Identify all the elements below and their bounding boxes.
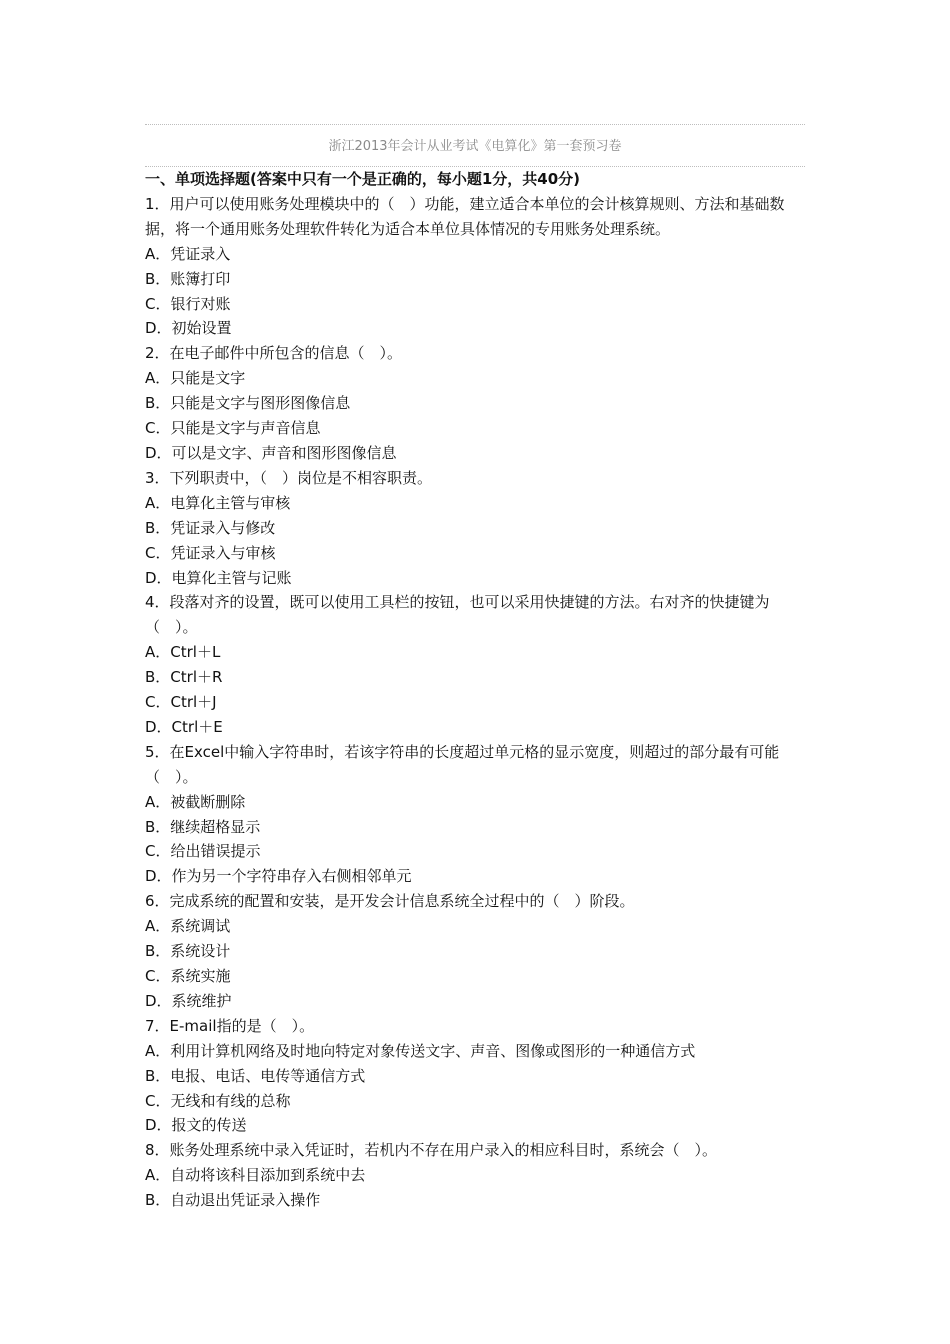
- option-c: C．无线和有线的总称: [145, 1091, 291, 1110]
- option-b: B．只能是文字与图形图像信息: [145, 394, 351, 413]
- option-d: D．系统维护: [145, 991, 232, 1010]
- option-a: A．自动将该科目添加到系统中去: [145, 1166, 366, 1185]
- option-a: A．电算化主管与审核: [145, 493, 291, 512]
- option-a: A．只能是文字: [145, 369, 246, 388]
- option-a: A．利用计算机网络及时地向特定对象传送文字、声音、图像或图形的一种通信方式: [145, 1041, 696, 1060]
- question-stem: 8．账务处理系统中录入凭证时，若机内不存在用户录入的相应科目时，系统会（ ）。: [145, 1141, 718, 1160]
- option-d: D．作为另一个字符串存入右侧相邻单元: [145, 867, 412, 886]
- header-top-rule: [145, 124, 805, 125]
- option-b: B．Ctrl＋R: [145, 668, 223, 687]
- option-b: B．凭证录入与修改: [145, 518, 276, 537]
- option-d: D．报文的传送: [145, 1116, 247, 1135]
- question-7: [145, 1014, 807, 1139]
- question-3: [145, 466, 807, 591]
- option-d: D．Ctrl＋E: [145, 717, 223, 736]
- option-b: B．账簿打印: [145, 269, 231, 288]
- question-stem: 2．在电子邮件中所包含的信息（ ）。: [145, 344, 403, 363]
- option-a: A．被截断删除: [145, 792, 246, 811]
- option-a: A．凭证录入: [145, 244, 231, 263]
- question-stem: 4．段落对齐的设置，既可以使用工具栏的按钮，也可以采用快捷键的方法。右对齐的快捷键为（ ）。: [145, 593, 770, 637]
- question-stem: 5．在Excel中输入字符串时，若该字符串的长度超过单元格的显示宽度，则超过的部分最有可能（ ）。: [145, 742, 780, 786]
- question-stem: 6．完成系统的配置和安装，是开发会计信息系统全过程中的（ ）阶段。: [145, 892, 635, 911]
- option-b: B．自动退出凭证录入操作: [145, 1191, 321, 1210]
- question-4: [145, 590, 807, 739]
- question-stem: 3．下列职责中，（ ）岗位是不相容职责。: [145, 468, 433, 487]
- option-b: B．电报、电话、电传等通信方式: [145, 1066, 366, 1085]
- option-b: B．继续超格显示: [145, 817, 261, 836]
- section-title: 一、单项选择题(答案中只有一个是正确的，每小题1分，共40分): [145, 170, 581, 188]
- document-body: [145, 167, 807, 1213]
- question-6: [145, 889, 807, 1014]
- page-header: 浙江2013年会计从业考试《电算化》第一套预习卷: [328, 139, 622, 154]
- option-c: C．银行对账: [145, 294, 231, 313]
- question-2: [145, 341, 807, 466]
- question-stem: 1．用户可以使用账务处理模块中的（ ）功能，建立适合本单位的会计核算规则、方法和基础数据，将一个通用账务处理软件转化为适合本单位具体情况的专用账务处理系统。: [145, 194, 785, 238]
- option-c: C．只能是文字与声音信息: [145, 419, 321, 438]
- option-d: D．可以是文字、声音和图形图像信息: [145, 443, 397, 462]
- option-a: A．系统调试: [145, 917, 231, 936]
- question-1: [145, 192, 807, 341]
- question-5: [145, 740, 807, 889]
- option-c: C．系统实施: [145, 967, 231, 985]
- option-c: C．凭证录入与审核: [145, 543, 276, 562]
- option-b: B．系统设计: [145, 942, 231, 961]
- option-c: C．Ctrl＋J: [145, 693, 217, 712]
- option-c: C．给出错误提示: [145, 842, 261, 861]
- option-d: D．电算化主管与记账: [145, 568, 292, 587]
- question-8: [145, 1138, 807, 1213]
- option-a: A．Ctrl＋L: [145, 643, 221, 662]
- question-stem: 7．E-mail指的是（ ）。: [145, 1016, 315, 1035]
- option-d: D．初始设置: [145, 319, 232, 338]
